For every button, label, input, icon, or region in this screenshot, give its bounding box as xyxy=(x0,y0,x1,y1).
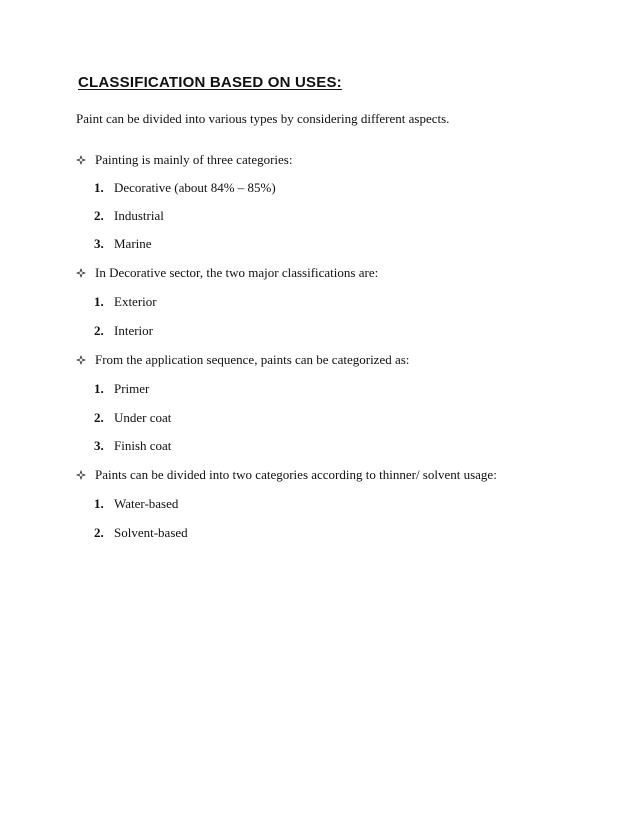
intro-paragraph: Paint can be divided into various types by considering different aspects. xyxy=(76,111,450,126)
list-number: 2. xyxy=(94,208,104,223)
bullet-text: Paints can be divided into two categories according to thinner/ solvent usage: xyxy=(95,467,497,482)
list-item-text: Water-based xyxy=(114,496,179,511)
bullet-text: In Decorative sector, the two major classifications are: xyxy=(95,265,379,280)
list-item-text: Marine xyxy=(114,236,152,251)
list-number: 3. xyxy=(94,236,104,251)
list-number: 2. xyxy=(94,525,104,540)
bullet-text: Painting is mainly of three categories: xyxy=(95,152,293,167)
list-item xyxy=(94,525,188,541)
list-item-text: Industrial xyxy=(114,208,164,223)
list-item xyxy=(94,323,153,339)
list-item-text: Under coat xyxy=(114,410,172,425)
list-item-text: Primer xyxy=(114,381,150,396)
list-item-text: Finish coat xyxy=(114,438,172,453)
list-item xyxy=(94,438,171,454)
list-item xyxy=(94,410,171,426)
four-diamond-bullet-icon xyxy=(76,268,86,278)
four-diamond-bullet-icon xyxy=(76,155,86,165)
list-number: 1. xyxy=(94,180,104,195)
list-item-text: Decorative (about 84% – 85%) xyxy=(114,180,276,195)
four-diamond-bullet-icon xyxy=(76,355,86,365)
bullet-point xyxy=(76,265,378,281)
bullet-point xyxy=(76,152,292,168)
list-item-text: Solvent-based xyxy=(114,525,188,540)
list-item xyxy=(94,496,178,512)
list-item-text: Exterior xyxy=(114,294,157,309)
section-heading: CLASSIFICATION BASED ON USES: xyxy=(78,74,342,91)
list-number: 2. xyxy=(94,323,104,338)
list-item xyxy=(94,208,164,224)
list-item xyxy=(94,381,149,397)
list-number: 3. xyxy=(94,438,104,453)
list-number: 1. xyxy=(94,381,104,396)
list-item xyxy=(94,294,157,310)
list-number: 1. xyxy=(94,496,104,511)
list-item xyxy=(94,180,276,196)
bullet-text: From the application sequence, paints can be categorized as: xyxy=(95,352,410,367)
bullet-point xyxy=(76,352,409,368)
list-number: 1. xyxy=(94,294,104,309)
list-item-text: Interior xyxy=(114,323,153,338)
bullet-point xyxy=(76,467,497,483)
list-number: 2. xyxy=(94,410,104,425)
list-item xyxy=(94,236,152,252)
four-diamond-bullet-icon xyxy=(76,470,86,480)
